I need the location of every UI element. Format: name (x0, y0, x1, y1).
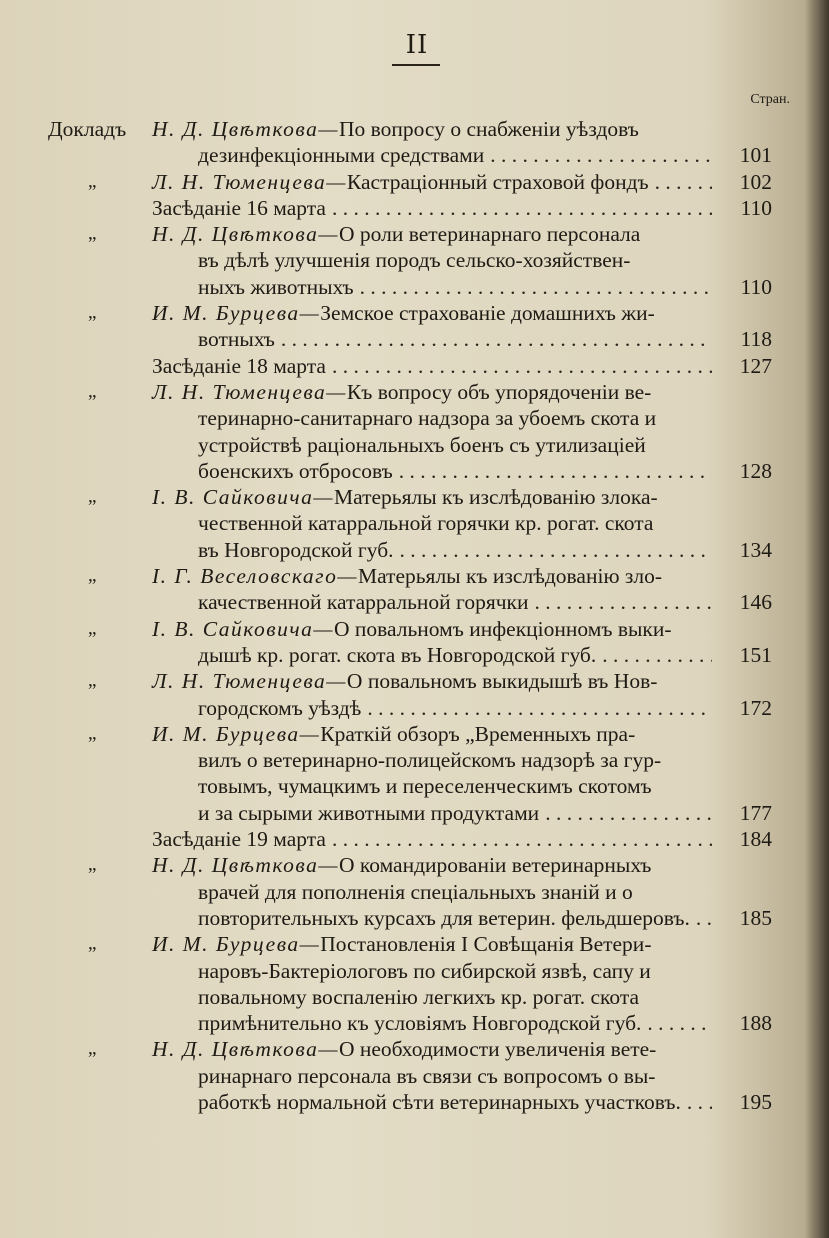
author-name: I. В. Сайковича— (152, 616, 334, 641)
toc-entry (0, 169, 829, 195)
entry-text (152, 852, 712, 931)
toc-session-entry (0, 826, 829, 852)
ditto-mark: „ (88, 302, 97, 324)
entry-text (152, 300, 712, 353)
author-name: Л. Н. Тюменцева— (152, 669, 347, 694)
page-ref: 172 (739, 695, 772, 720)
toc-entry (0, 721, 829, 826)
entry-text (152, 931, 712, 1036)
entry-line: наровъ-Бактеріологовъ по сибирской язвѣ, сапу и (198, 958, 651, 983)
ditto-mark: „ (88, 486, 97, 508)
entry-line: боенскихъ отбросовъ . . . (152, 458, 712, 484)
leader-dots (484, 142, 712, 168)
entry-line: Н. Д. Цвѣткова—О роли ветеринарнаго персонала (152, 222, 641, 247)
leader-dots (539, 800, 712, 826)
page-ref: 134 (739, 537, 772, 562)
entry-line: вилъ о ветеринарно-полицейскомъ надзорѣ за гур- (198, 748, 662, 773)
entry-line: товымъ, чумацкимъ и переселенческимъ скотомъ (198, 774, 652, 799)
entry-line: Л. Н. Тюменцева—Къ вопросу объ упорядоченіи ве- (152, 379, 652, 404)
toc-entry (0, 116, 829, 169)
entry-line: Засѣданіе 19 марта . . . (152, 826, 712, 852)
ditto-mark: „ (88, 1038, 97, 1060)
author-name: Н. Д. Цвѣткова— (152, 117, 339, 141)
entry-text (152, 721, 712, 826)
leader-dots (690, 905, 712, 931)
author-name: И. М. Бурцева— (152, 932, 321, 957)
page-ref: 151 (739, 642, 772, 667)
leader-dots (275, 326, 712, 352)
author-name: Н. Д. Цвѣткова— (152, 1037, 339, 1062)
page-ref: 128 (739, 458, 772, 483)
author-name: И. М. Бурцева— (152, 721, 321, 746)
entry-text (152, 826, 712, 852)
entry-line: и за сырыми животными продуктами . . . (152, 800, 712, 826)
entry-line: повальному воспаленію легкихъ кр. рогат. скота (198, 984, 640, 1009)
leader-dots (393, 458, 712, 484)
page-ref: 195 (739, 1089, 772, 1114)
toc-session-entry (0, 353, 829, 379)
entry-line: И. М. Бурцева—Постановленія I Совѣщанія Ветери- (152, 932, 652, 957)
entry-text (152, 563, 712, 616)
page-ref: 118 (740, 327, 772, 352)
leader-dots (361, 695, 712, 721)
page-ref: 146 (739, 590, 772, 615)
leader-dots (326, 826, 712, 852)
entry-text (152, 353, 712, 379)
entry-text (152, 616, 712, 669)
page-number: II (405, 30, 429, 60)
toc-entry (0, 300, 829, 353)
entry-line: I. Г. Веселовскаго—Матерьялы къ изслѣдованію зло- (152, 564, 663, 589)
entry-text (152, 116, 712, 169)
ditto-mark: „ (88, 854, 97, 876)
entry-line: вотныхъ . . . (152, 326, 712, 352)
author-name: И. М. Бурцева— (152, 301, 321, 326)
entry-line: Засѣданіе 18 марта . . . (152, 353, 712, 379)
ditto-mark: „ (88, 170, 97, 192)
entry-line: ныхъ животныхъ . . . (152, 274, 712, 300)
entry-line: дезинфекціонными средствами . . . (152, 142, 712, 168)
entry-line: Л. Н. Тюменцева—Кастраціонный страховой фондъ . . . (152, 169, 712, 195)
entry-line: городскомъ уѣздѣ . . . (152, 695, 712, 721)
toc-entry (0, 668, 829, 721)
entry-line: повторительныхъ курсахъ для ветерин. фельдшеровъ. . . . (152, 905, 712, 931)
entry-line: въ Новгородской губ. . . . (152, 537, 712, 563)
page-ref: 188 (739, 1011, 772, 1036)
leader-dots (529, 589, 713, 615)
toc-entry (0, 1036, 829, 1115)
leader-dots (641, 1010, 712, 1036)
page-ref: 184 (739, 827, 772, 852)
entry-line: устройствѣ раціональныхъ боенъ съ утилизаціей (198, 432, 646, 457)
leader-dots (326, 353, 712, 379)
entry-line: Л. Н. Тюменцева—О повальномъ выкидышѣ въ Нов- (152, 669, 658, 694)
page-ref: 127 (739, 353, 772, 378)
leader-dots (649, 169, 712, 195)
entry-text (152, 484, 712, 563)
entry-text (152, 221, 712, 300)
table-of-contents (0, 116, 829, 1115)
entry-line: въ дѣлѣ улучшенія породъ сельско-хозяйствен- (198, 248, 631, 273)
leader-dots (394, 537, 712, 563)
entry-line: Засѣданіе 16 марта . . . (152, 195, 712, 221)
entry-text (152, 1036, 712, 1115)
leader-dots (354, 274, 712, 300)
toc-session-entry (0, 195, 829, 221)
entry-text (152, 379, 712, 484)
entry-text (152, 195, 712, 221)
entry-line: Н. Д. Цвѣткова—О командированіи ветеринарныхъ (152, 853, 652, 878)
entry-line: ринарнаго персонала въ связи съ вопросомъ о вы- (198, 1063, 656, 1088)
ditto-mark: „ (88, 617, 97, 639)
page-ref: 177 (739, 800, 772, 825)
page-ref: 110 (740, 195, 772, 220)
ditto-mark: „ (88, 223, 97, 245)
toc-entry (0, 616, 829, 669)
entry-line: качественной катарральной горячки . . . (152, 589, 712, 615)
author-name: I. Г. Веселовскаго— (152, 564, 358, 589)
entry-line: теринарно-санитарнаго надзора за убоемъ скота и (198, 406, 657, 431)
entry-line: врачей для пополненія спеціальныхъ знаній и о (198, 879, 633, 904)
author-name: I. В. Сайковича— (152, 485, 334, 510)
entry-line: дышѣ кр. рогат. скота въ Новгородской губ. . . . (152, 642, 712, 668)
ditto-mark: „ (88, 722, 97, 744)
author-name: Л. Н. Тюменцева— (152, 379, 347, 404)
entry-line: работкѣ нормальной сѣти ветеринарныхъ участковъ. . . . (152, 1089, 712, 1115)
entry-line: И. М. Бурцева—Краткій обзоръ „Временныхъ пра- (152, 721, 636, 746)
entry-prefix: Докладъ (48, 117, 127, 141)
page-ref: 110 (740, 274, 772, 299)
entry-line: I. В. Сайковича—О повальномъ инфекціонномъ выки- (152, 616, 672, 641)
leader-dots (596, 642, 712, 668)
page-ref: 185 (739, 905, 772, 930)
toc-entry (0, 379, 829, 484)
entry-line: Н. Д. Цвѣткова—О необходимости увеличенія вете- (152, 1037, 657, 1062)
ditto-mark: „ (88, 565, 97, 587)
entry-line: I. В. Сайковича—Матерьялы къ изслѣдованію злока- (152, 485, 658, 510)
entry-line: И. М. Бурцева—Земское страхованіе домашнихъ жи- (152, 301, 655, 326)
toc-entry (0, 852, 829, 931)
page-number-rule (392, 64, 440, 66)
ditto-mark: „ (88, 380, 97, 402)
ditto-mark: „ (88, 670, 97, 692)
binding-edge-shadow (805, 0, 829, 1238)
page-ref: 101 (739, 143, 772, 168)
entry-text (152, 668, 712, 721)
page-ref: 102 (739, 169, 772, 194)
author-name: Л. Н. Тюменцева— (152, 169, 347, 194)
toc-entry (0, 563, 829, 616)
pages-column-header: Стран. (750, 92, 790, 107)
entry-text (152, 169, 712, 195)
author-name: Н. Д. Цвѣткова— (152, 853, 339, 878)
toc-entry (0, 931, 829, 1036)
entry-line: Н. Д. Цвѣткова—По вопросу о снабженіи уѣздовъ (152, 117, 639, 141)
ditto-mark: „ (88, 933, 97, 955)
toc-entry (0, 221, 829, 300)
leader-dots (681, 1089, 712, 1115)
entry-line: примѣнительно къ условіямъ Новгородской губ. . . . (152, 1010, 712, 1036)
toc-entry (0, 484, 829, 563)
author-name: Н. Д. Цвѣткова— (152, 222, 339, 247)
entry-line: чественной катарральной горячки кр. рогат. скота (198, 511, 654, 536)
leader-dots (326, 195, 712, 221)
